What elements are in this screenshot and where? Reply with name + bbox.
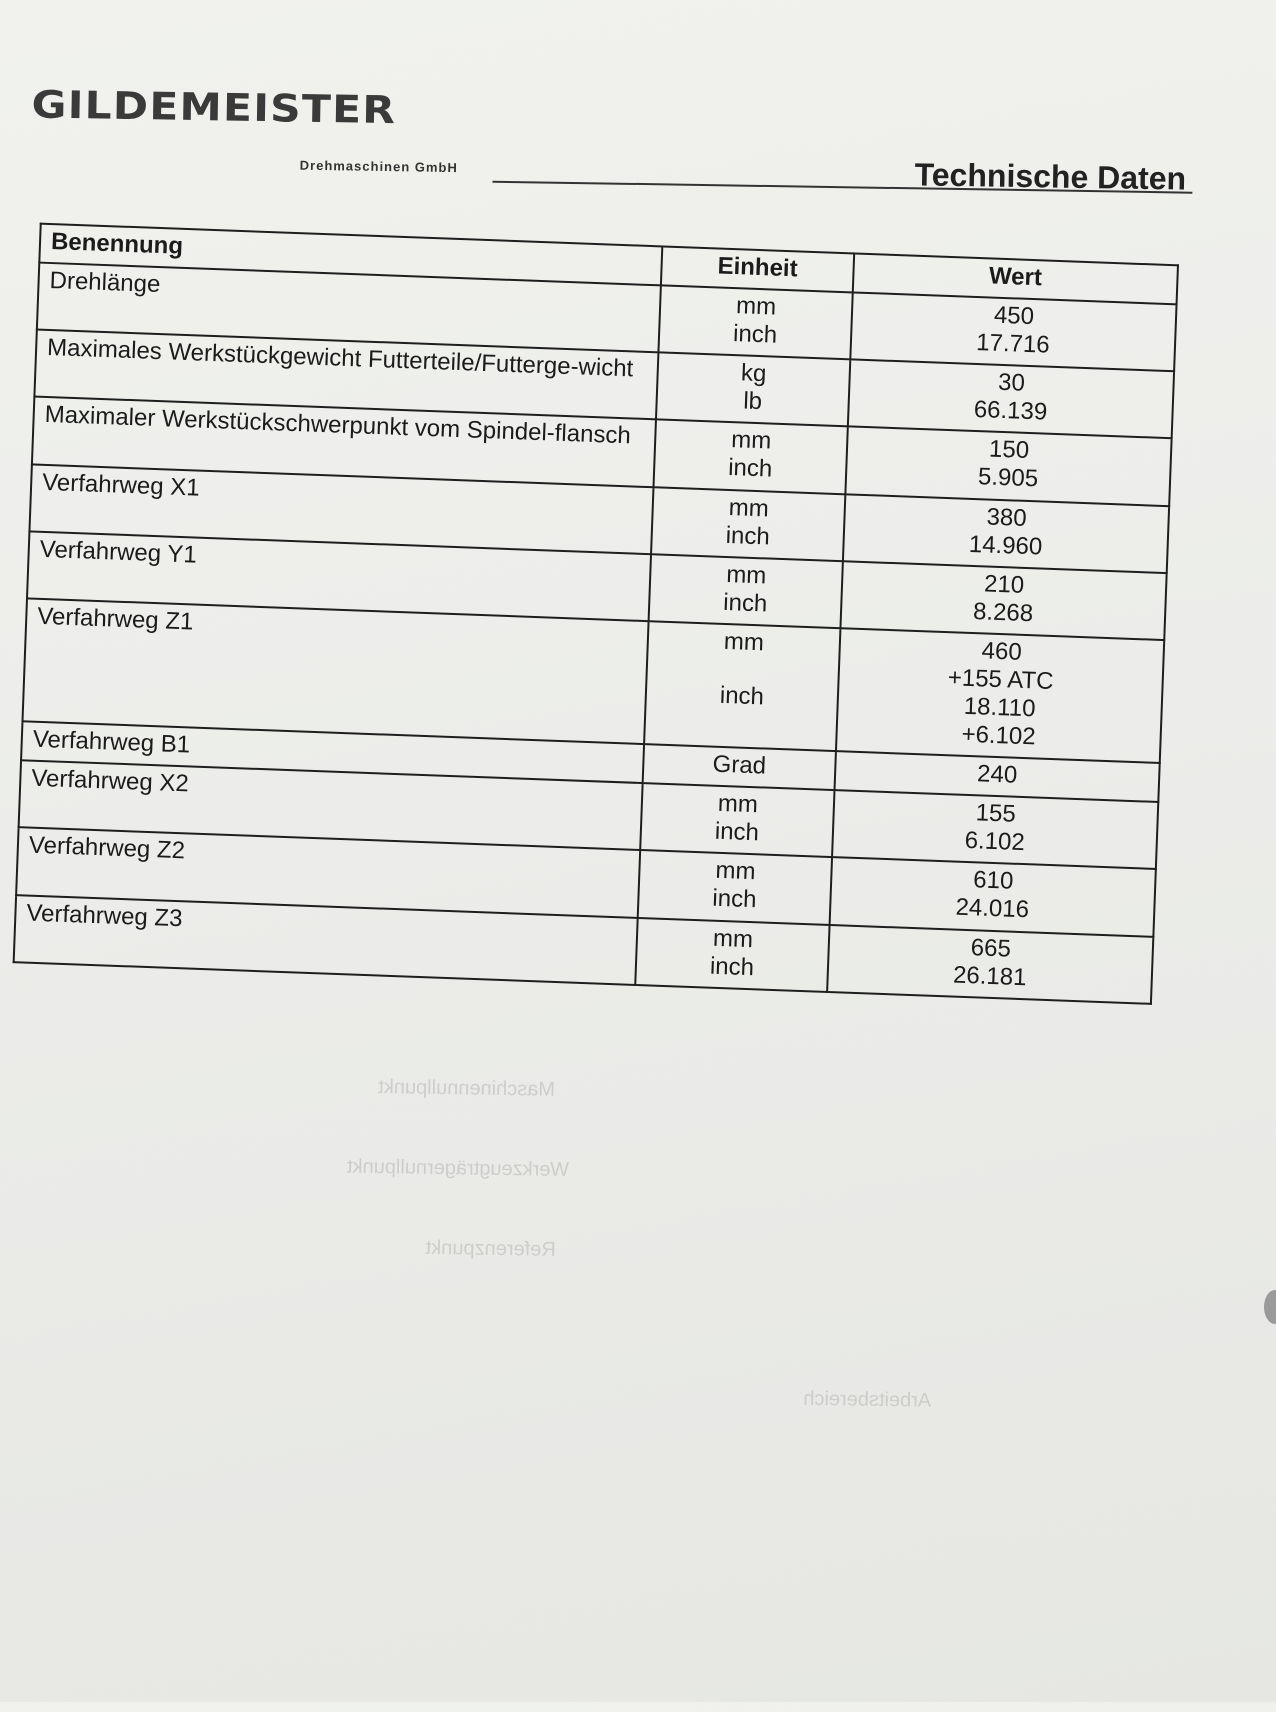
unit-text: mm (730, 426, 772, 455)
unit-text: mm (725, 560, 767, 590)
unit-text: mm (717, 790, 759, 819)
row-name: Drehlänge (37, 263, 661, 353)
unit-text: inch (725, 521, 771, 551)
row-value (836, 628, 1164, 763)
unit-text: mm (728, 493, 770, 523)
row-name: Verfahrweg X2 (19, 761, 643, 851)
unit-text: mm (723, 627, 765, 657)
binder-hole (1264, 1290, 1276, 1324)
row-name: Verfahrweg Y1 (27, 531, 651, 621)
unit-text: kg (740, 359, 767, 388)
row-value (843, 494, 1169, 573)
ghost-text: Maschinennullpunkt (378, 1076, 556, 1101)
row-value (832, 790, 1158, 869)
value-text: 665 (970, 933, 1012, 963)
value-text: 6.102 (964, 827, 1026, 857)
unit-text: mm (735, 292, 777, 321)
row-unit (640, 783, 834, 857)
value-text: 8.268 (972, 597, 1034, 628)
ghost-text: Referenzpunkt (425, 1236, 556, 1261)
row-name: Verfahrweg B1 (21, 721, 644, 783)
value-text: 210 (983, 570, 1025, 599)
row-name: Maximales Werkstückgewicht Futterteile/Futterge-wicht (34, 330, 658, 420)
unit-text: lb (742, 387, 763, 416)
unit-text: inch (714, 818, 760, 847)
page-title: Technische Daten (914, 156, 1187, 197)
row-value (850, 293, 1176, 372)
value-text: 240 (976, 760, 1018, 789)
row-name: Verfahrweg Z1 (22, 598, 648, 744)
row-unit (658, 285, 852, 359)
row-unit (651, 487, 845, 561)
value-text: 380 (986, 503, 1028, 532)
row-value (848, 360, 1174, 439)
brand-subtitle: Drehmaschinen GmbH (299, 157, 458, 176)
value-text: 17.716 (975, 329, 1051, 359)
unit-text: inch (727, 454, 773, 484)
unit-text: inch (709, 952, 755, 981)
unit-text: inch (722, 588, 768, 618)
value-text: 460 (981, 637, 1023, 666)
value-text: +155 ATC (947, 664, 1054, 695)
row-value (840, 561, 1166, 640)
header-value: Wert (853, 253, 1178, 304)
value-text: 18.110 (963, 692, 1036, 723)
spec-table (13, 223, 1179, 1005)
ghost-text: Werkzeugträgernullpunkt (346, 1155, 570, 1182)
row-value (827, 925, 1153, 1004)
row-unit (656, 353, 850, 427)
unit-text: Grad (712, 750, 767, 780)
ghost-text: Arbeitsbereich (803, 1387, 932, 1412)
row-value (845, 427, 1171, 506)
unit-text: mm (712, 924, 754, 953)
unit-text: inch (711, 885, 757, 914)
unit-text: mm (714, 857, 756, 886)
value-text: 610 (972, 866, 1014, 896)
row-unit (644, 621, 840, 751)
row-unit (635, 918, 829, 992)
value-text: 30 (997, 369, 1026, 398)
value-text: 26.181 (952, 961, 1027, 991)
value-text: 66.139 (973, 396, 1048, 426)
value-text: 150 (988, 435, 1030, 465)
row-value (830, 857, 1156, 936)
row-name: Verfahrweg Z3 (14, 895, 638, 985)
value-text: 24.016 (955, 894, 1030, 924)
row-unit (654, 420, 848, 494)
row-name: Verfahrweg X1 (29, 464, 653, 554)
row-unit (638, 850, 832, 924)
unit-text: inch (719, 681, 765, 711)
row-unit (649, 554, 843, 628)
value-text: 14.960 (968, 530, 1043, 561)
value-text: 5.905 (977, 463, 1039, 493)
value-text: 450 (993, 301, 1035, 331)
header-name: Benennung (39, 224, 662, 286)
row-name: Maximaler Werkstückschwerpunkt vom Spindel-flansch (32, 397, 656, 487)
unit-text: inch (732, 320, 778, 349)
value-text: 155 (975, 799, 1017, 828)
brand-logo: GILDEMEISTER (31, 82, 397, 133)
value-text: +6.102 (961, 720, 1037, 751)
row-name: Verfahrweg Z2 (16, 828, 640, 918)
header-unit: Einheit (661, 246, 854, 292)
